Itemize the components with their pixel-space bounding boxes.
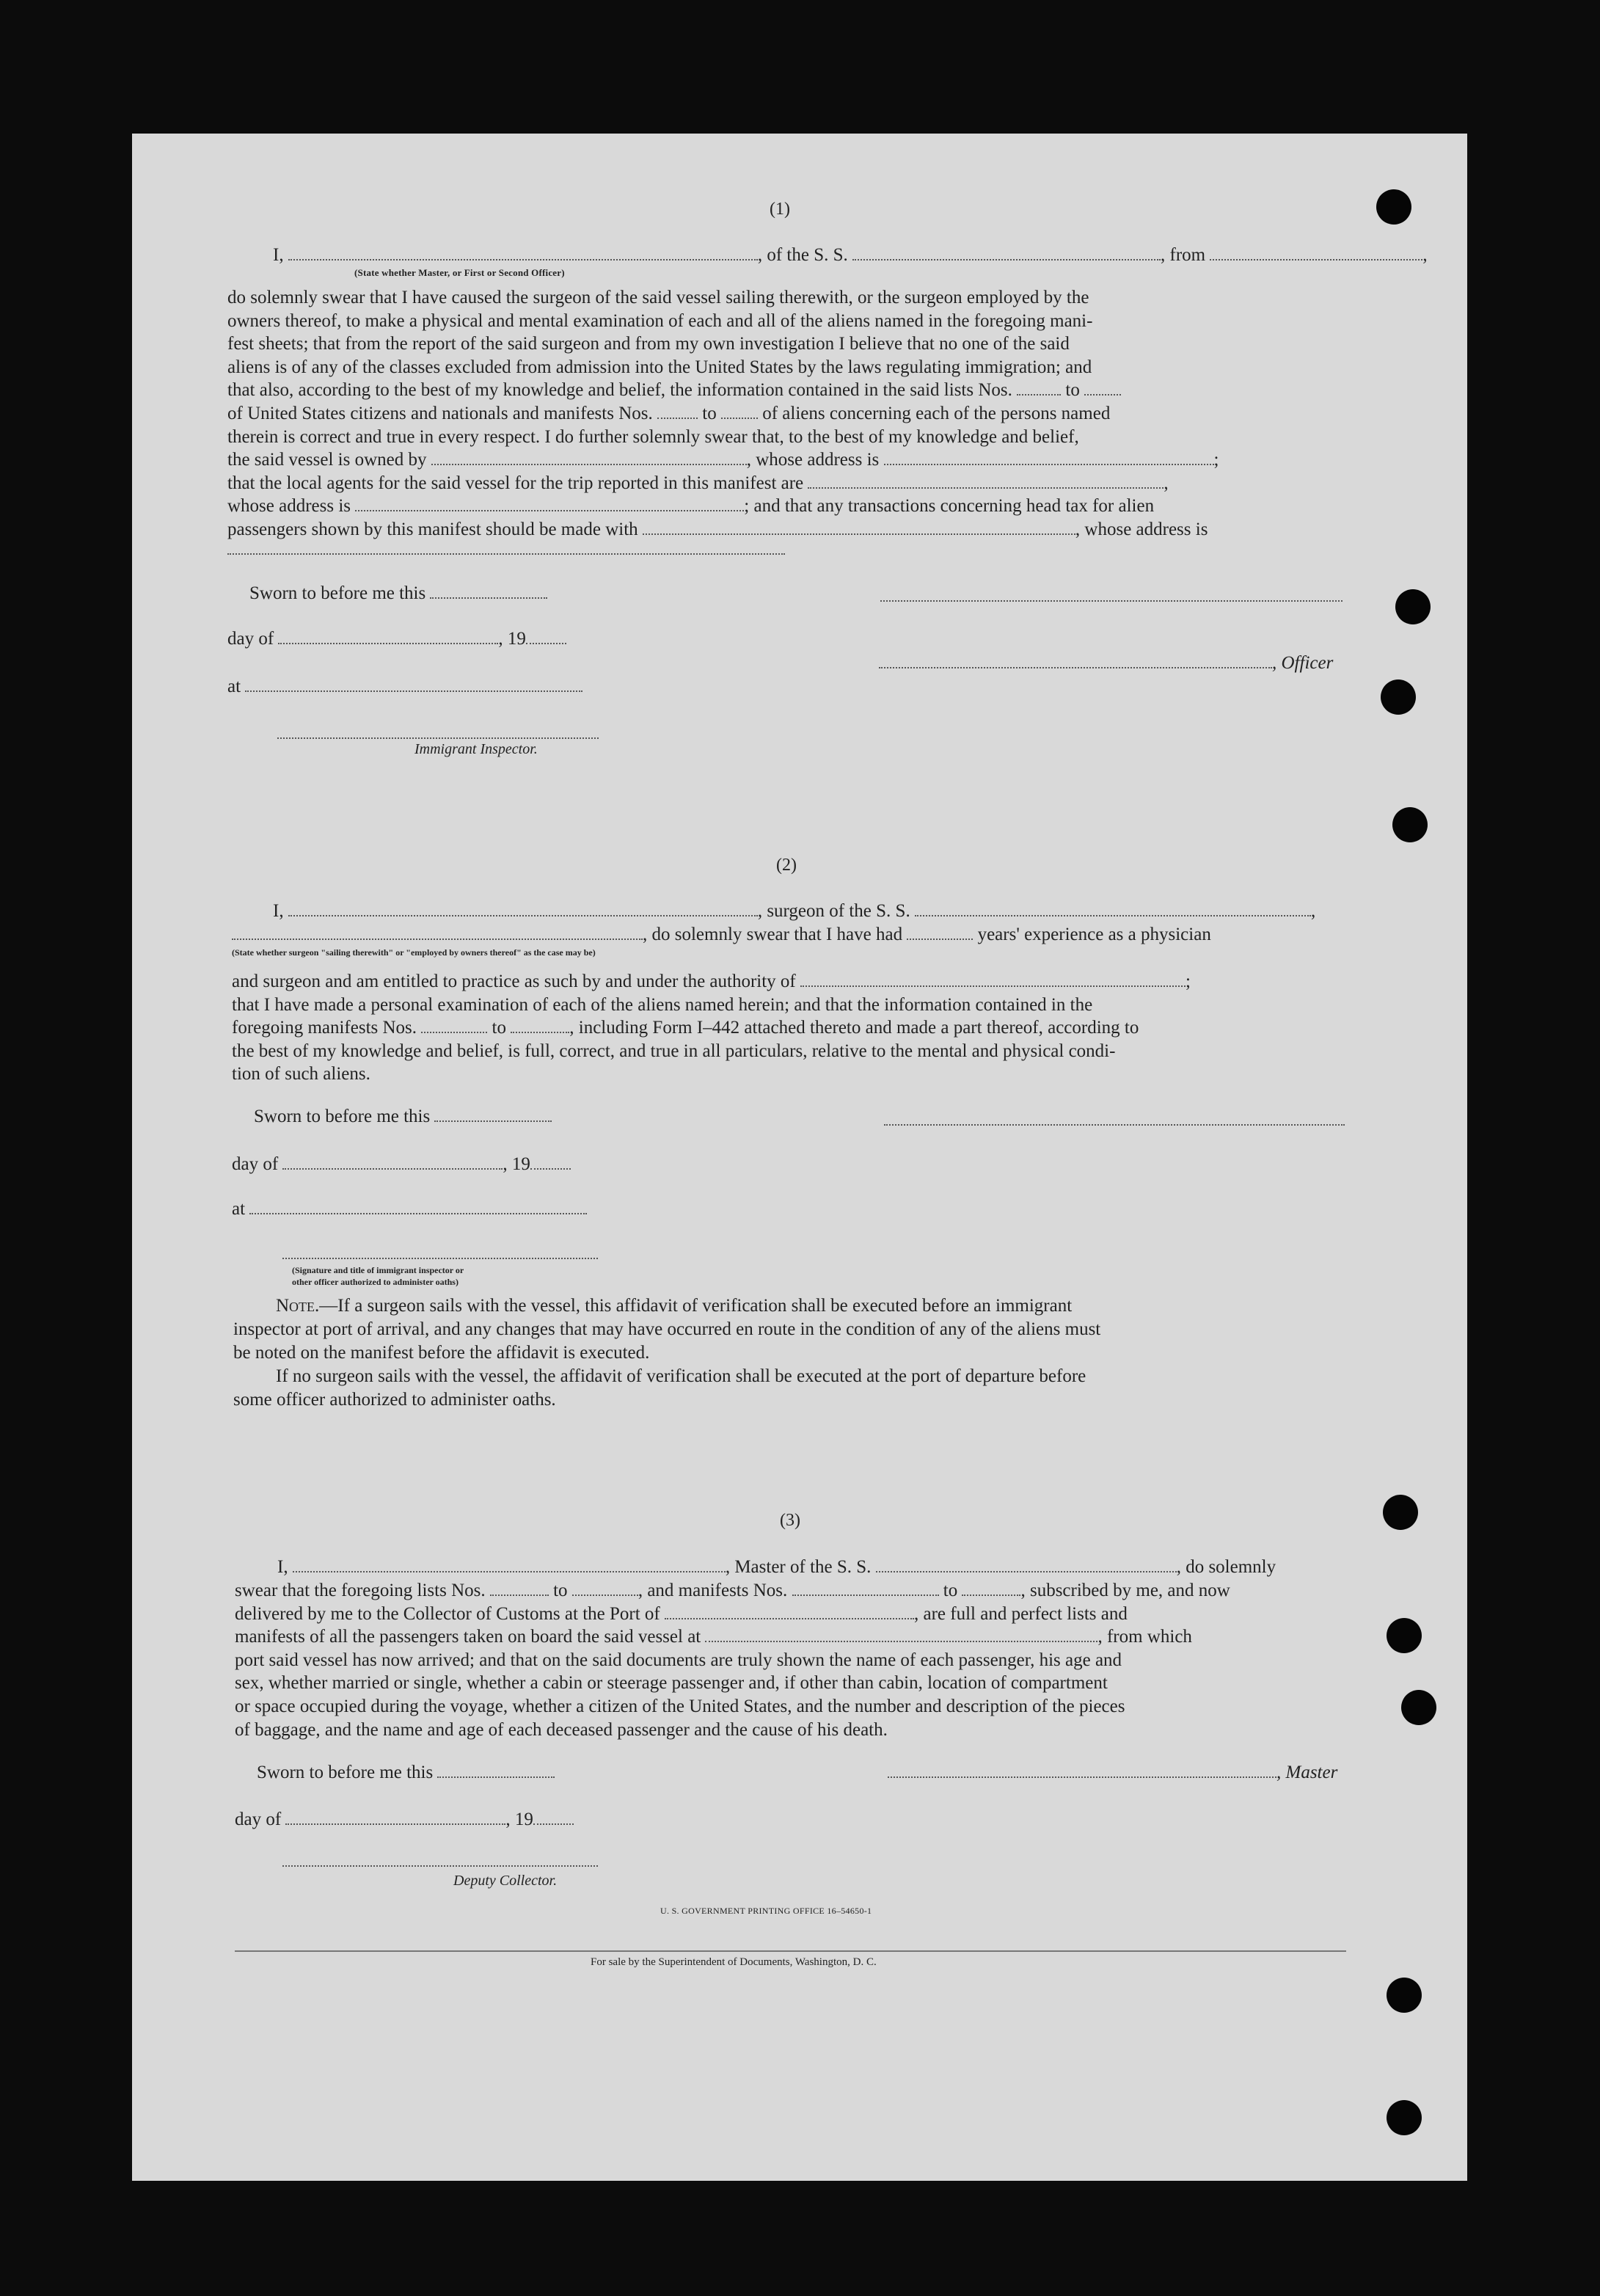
years-experience-field[interactable] bbox=[907, 925, 973, 940]
manifests-from-field[interactable] bbox=[657, 404, 698, 419]
section-2-line2: , do solemnly swear that I have had years' experience as a physician bbox=[232, 925, 1211, 945]
binder-hole bbox=[1387, 1618, 1422, 1653]
section-2-day-row: day of , 19 bbox=[232, 1154, 571, 1175]
master-vessel-field[interactable] bbox=[876, 1558, 1177, 1572]
section-1-oath-text: do solemnly swear that I have caused the surgeon of the said vessel sailing therewith, or the surgeon employed by the owners thereof, to make a physical and mental examination of each and all of the aliens named in the foregoing mani- fest sheets; that from the report of the said surgeon and from my own investigation I believe that no one of the said aliens is of any of the classes excluded from admission into the United States by the laws regulating immigration; and that also, according to the best of my knowledge and belief, the information contained in the said lists Nos. to of United States citizens and nationals and manifests Nos. to of aliens concerning each of the persons named therein is correct and true in every respect. I do further solemnly swear that, to the best of my knowledge and belief, the said vessel is owned by , whose address is ; that the local agents for the said vessel for the trip reported in this manifest are , whose address is ; and that any transactions concerning head tax for alien passengers shown by this manifest should be made with , whose address is bbox=[227, 288, 1219, 539]
master-lists-to-field[interactable] bbox=[572, 1581, 638, 1596]
vessel-owner-field[interactable] bbox=[431, 451, 747, 465]
immigrant-inspector-label: Immigrant Inspector. bbox=[414, 741, 538, 757]
master-manifests-from-field[interactable] bbox=[792, 1581, 939, 1596]
master-manifests-to-field[interactable] bbox=[962, 1581, 1020, 1596]
master-signature-line[interactable] bbox=[880, 599, 1343, 602]
section-3-number: (3) bbox=[780, 1511, 800, 1530]
signature-caption-line1: (Signature and title of immigrant inspector or bbox=[292, 1265, 464, 1275]
master-day-month-field[interactable] bbox=[285, 1810, 505, 1825]
year-field[interactable] bbox=[526, 630, 566, 644]
binder-hole bbox=[1381, 679, 1416, 715]
section-1-officer-row: , Officer bbox=[879, 653, 1333, 674]
lists-to-field[interactable] bbox=[1084, 381, 1121, 396]
binder-hole bbox=[1376, 189, 1411, 225]
vessel-name-field[interactable] bbox=[852, 246, 1161, 260]
binder-hole bbox=[1392, 807, 1428, 842]
binder-hole bbox=[1387, 2100, 1422, 2135]
binder-hole bbox=[1395, 589, 1431, 624]
section-3-oath-text: swear that the foregoing lists Nos. to , and manifests Nos. to , subscribed by me, and now delivered by me to the Collector of Customs at the Port of , are full and perfect lists and manifests of all the passengers taken on board the said vessel at , from which port said vessel has now arrived; and that on the said documents are truly shown the name of each passenger, his age and sex, whether married or single, whether a cabin or steerage passenger and, if other than cabin, location of compartment or space occupied during the voyage, whether a citizen of the United States, and the number and description of the pieces of baggage, and the name and age of each deceased passenger and the cause of his death. bbox=[235, 1581, 1230, 1740]
officer-signature-field[interactable] bbox=[879, 654, 1272, 668]
officer-caption: (State whether Master, or First or Second Officer) bbox=[354, 267, 565, 278]
section-3-day-row: day of , 19 bbox=[235, 1810, 574, 1830]
note-text: Note.—If a surgeon sails with the vessel, this affidavit of verification shall be executed before an immigrant inspector at port of arrival, and any changes that may have occurred en route in the condition of any of the aliens must be noted on the manifest before the affidavit is executed. If no surgeon sails with the vessel, the affidavit of verification shall be executed at the port of departure before some officer authorized to administer oaths. bbox=[233, 1296, 1101, 1410]
day-month-field[interactable] bbox=[278, 630, 498, 644]
officer-title-field[interactable] bbox=[288, 246, 758, 260]
surgeon-manifests-to-field[interactable] bbox=[511, 1018, 569, 1033]
surgeon-signature-line[interactable] bbox=[884, 1123, 1345, 1126]
section-2-opening-line: I, , surgeon of the S. S. , bbox=[273, 901, 1316, 921]
section-1-day-row: day of , 19 bbox=[227, 629, 566, 649]
footer-divider bbox=[235, 1950, 1346, 1952]
sworn-date-field[interactable] bbox=[430, 584, 547, 599]
sale-notice: For sale by the Superintendent of Documents, Washington, D. C. bbox=[591, 1956, 877, 1968]
section-2-sworn-row: Sworn to before me this bbox=[254, 1107, 552, 1127]
printing-office-credit: U. S. GOVERNMENT PRINTING OFFICE 16–54650-1 bbox=[660, 1906, 872, 1916]
surgeon-status-caption: (State whether surgeon "sailing therewith" or "employed by owners thereof" as the case may be) bbox=[232, 947, 596, 958]
section-1-sworn-row: Sworn to before me this bbox=[249, 583, 547, 604]
section-2-at-row: at bbox=[232, 1199, 587, 1220]
section-3-sworn-row: Sworn to before me this bbox=[257, 1763, 555, 1783]
binder-hole bbox=[1401, 1690, 1436, 1725]
master-signature-field[interactable] bbox=[888, 1763, 1276, 1778]
local-agents-field[interactable] bbox=[808, 474, 1164, 489]
section-2-number: (2) bbox=[776, 856, 797, 875]
surgeon-status-field[interactable] bbox=[232, 925, 643, 940]
section-1-opening-line: I, , of the S. S. , from , bbox=[273, 245, 1428, 265]
lists-from-field[interactable] bbox=[1017, 381, 1061, 396]
section-1-at-row: at bbox=[227, 677, 582, 697]
section-2-oath-text: and surgeon and am entitled to practice as such by and under the authority of ; that I have made a personal examination of each of the aliens named herein; and that the information contained in the foregoing manifests Nos. to , including Form I–442 attached thereto and made a part thereof, according to the best of my knowledge and belief, is full, correct, and true in all particulars, relative to the mental and physical condi- tion of such aliens. bbox=[232, 972, 1191, 1085]
practice-authority-field[interactable] bbox=[800, 972, 1186, 987]
port-of-arrival-field[interactable] bbox=[665, 1605, 914, 1619]
surgeon-vessel-field[interactable] bbox=[915, 902, 1311, 916]
place-field[interactable] bbox=[245, 677, 582, 692]
binder-hole bbox=[1383, 1495, 1418, 1530]
surgeon-place-field[interactable] bbox=[249, 1200, 587, 1214]
embarkation-port-field[interactable] bbox=[705, 1628, 1097, 1642]
surgeon-day-month-field[interactable] bbox=[282, 1155, 503, 1170]
departure-port-field[interactable] bbox=[1210, 246, 1422, 260]
administering-officer-signature-line[interactable] bbox=[282, 1256, 598, 1259]
surgeon-name-field[interactable] bbox=[288, 902, 758, 916]
surgeon-sworn-date-field[interactable] bbox=[434, 1107, 552, 1122]
owner-address-field[interactable] bbox=[884, 451, 1214, 465]
binder-hole bbox=[1387, 1978, 1422, 2013]
address-continuation-line[interactable] bbox=[227, 552, 785, 555]
agents-address-field[interactable] bbox=[355, 497, 744, 511]
head-tax-contact-field[interactable] bbox=[643, 520, 1075, 535]
master-lists-from-field[interactable] bbox=[490, 1581, 549, 1596]
deputy-collector-label: Deputy Collector. bbox=[453, 1873, 558, 1889]
manifests-to-field[interactable] bbox=[721, 404, 758, 419]
master-year-field[interactable] bbox=[533, 1810, 574, 1825]
signature-caption-line2: other officer authorized to administer oaths) bbox=[292, 1277, 459, 1287]
section-3-master-row: , Master bbox=[888, 1763, 1337, 1783]
deputy-collector-signature-line[interactable] bbox=[282, 1864, 598, 1867]
master-sworn-date-field[interactable] bbox=[437, 1763, 555, 1778]
section-1-number: (1) bbox=[770, 200, 790, 219]
note-label: Note. bbox=[276, 1296, 320, 1316]
surgeon-manifests-from-field[interactable] bbox=[421, 1018, 487, 1033]
master-name-field[interactable] bbox=[293, 1558, 726, 1572]
surgeon-year-field[interactable] bbox=[530, 1155, 571, 1170]
section-3-opening-line: I, , Master of the S. S. , do solemnly bbox=[277, 1557, 1276, 1577]
inspector-signature-line[interactable] bbox=[277, 736, 599, 739]
